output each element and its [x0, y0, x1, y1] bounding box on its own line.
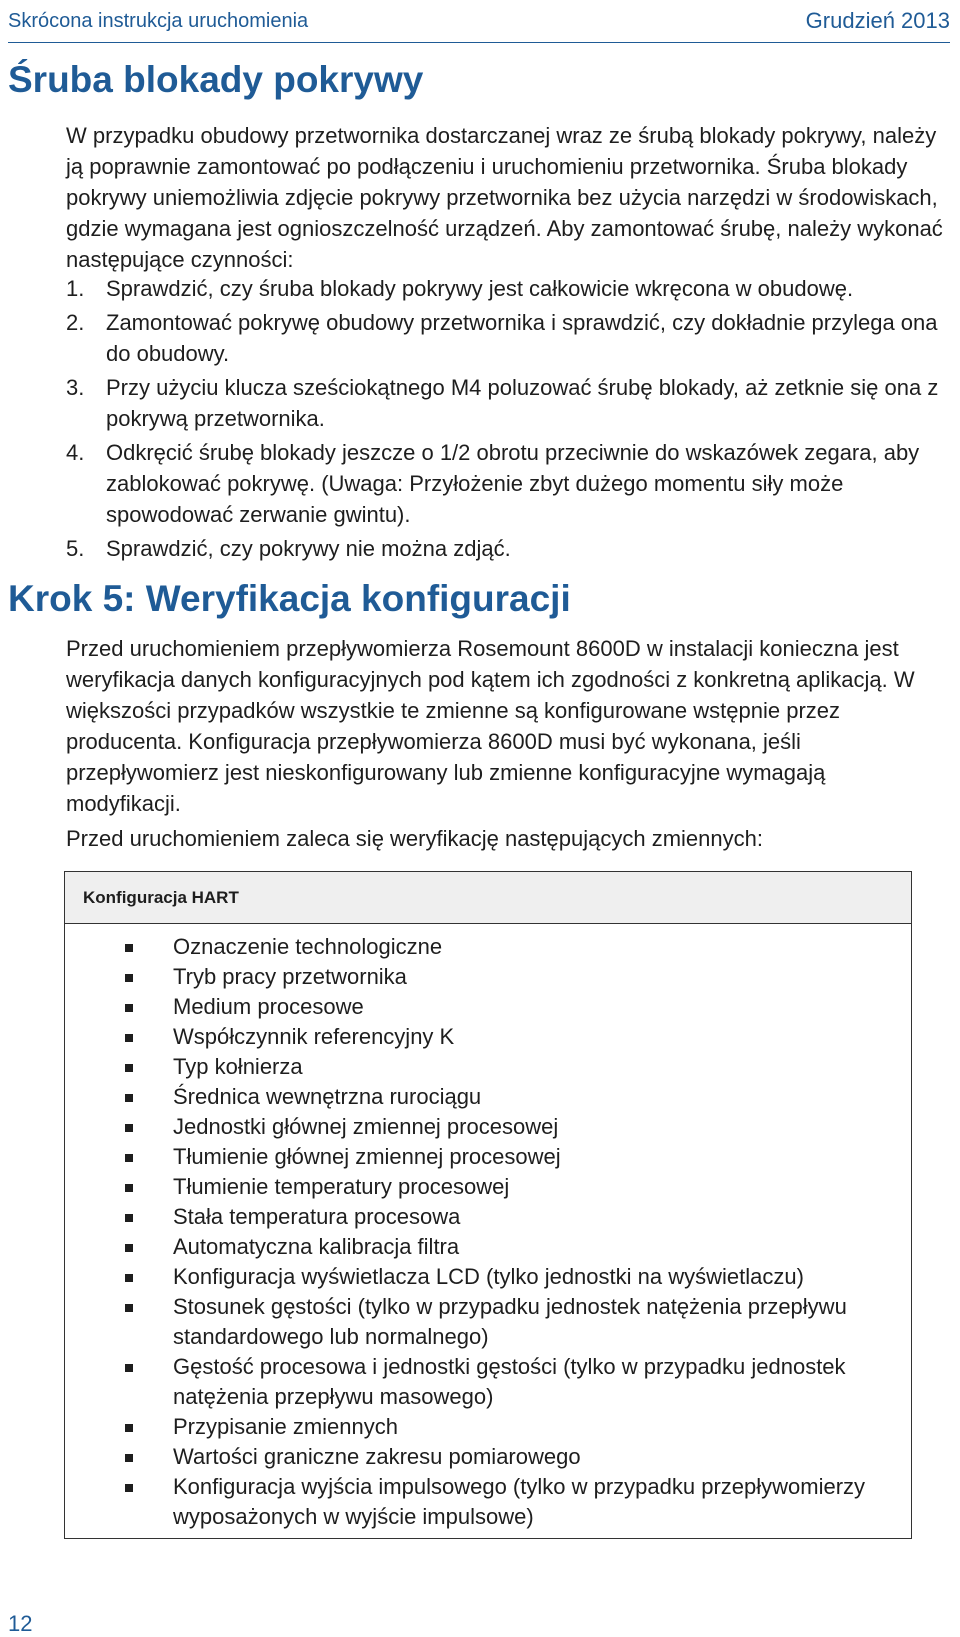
square-bullet-icon: [125, 1004, 133, 1012]
hart-variable-item: [125, 1142, 895, 1172]
square-bullet-icon: [125, 1424, 133, 1432]
step-item: [66, 437, 956, 530]
step-item: [66, 533, 956, 564]
hart-variable-item: [125, 1112, 895, 1142]
hart-variable-text: Automatyczna kalibracja filtra: [173, 1234, 460, 1259]
hart-variable-text: Tłumienie temperatury procesowej: [173, 1174, 510, 1199]
step-number: 1.: [66, 276, 85, 301]
hart-variable-item: [125, 1262, 895, 1292]
hart-variable-item: [125, 992, 895, 1022]
header-document-title: Skrócona instrukcja uruchomienia: [8, 10, 309, 32]
hart-variable-item: [125, 962, 895, 992]
hart-variable-item: [125, 932, 895, 962]
square-bullet-icon: [125, 1034, 133, 1042]
square-bullet-icon: [125, 1274, 133, 1282]
cover-lock-intro-paragraph: W przypadku obudowy przetwornika dostarczanej wraz ze śrubą blokady pokrywy, należy ją poprawnie zamontować po podłączeniu i uruchomieniu przetwornika. Śruba blokady pokrywy uniemożliwia zdjęcie pokrywy przetwornika bez użycia narzędzi w środowiskach, gdzie wymagana jest ognioszczelność urządzeń. Aby zamontować śrubę, należy wykonać następujące czynności:: [66, 123, 943, 272]
square-bullet-icon: [125, 1214, 133, 1222]
hart-variable-item: [125, 1172, 895, 1202]
step-item: [66, 307, 956, 369]
square-bullet-icon: [125, 1064, 133, 1072]
step-number: 5.: [66, 536, 85, 561]
hart-variable-text: Stała temperatura procesowa: [173, 1204, 461, 1229]
step-text: Sprawdzić, czy pokrywy nie można zdjąć.: [106, 536, 511, 561]
square-bullet-icon: [125, 944, 133, 952]
hart-variable-item: [125, 1472, 895, 1532]
square-bullet-icon: [125, 1454, 133, 1462]
square-bullet-icon: [125, 1154, 133, 1162]
hart-variable-text: Współczynnik referencyjny K: [173, 1024, 455, 1049]
hart-variable-item: [125, 1442, 895, 1472]
step-number: 4.: [66, 440, 85, 465]
step-text: Odkręcić śrubę blokady jeszcze o 1/2 obrotu przeciwnie do wskazówek zegara, aby zablokować pokrywę. (Uwaga: Przyłożenie zbyt dużego momentu siły może spowodować zerwanie gwintu).: [106, 440, 920, 527]
square-bullet-icon: [125, 1184, 133, 1192]
hart-variable-text: Oznaczenie technologiczne: [173, 934, 443, 959]
step-text: Sprawdzić, czy śruba blokady pokrywy jest całkowicie wkręcona w obudowę.: [106, 276, 854, 301]
verify-variables-intro: Przed uruchomieniem zaleca się weryfikację następujących zmiennych:: [66, 826, 763, 851]
page-number: 12: [8, 1611, 33, 1636]
square-bullet-icon: [125, 1244, 133, 1252]
step-item: [66, 372, 956, 434]
hart-variable-text: Gęstość procesowa i jednostki gęstości (tylko w przypadku jednostek natężenia przepływu masowego): [173, 1354, 846, 1409]
step-number: 3.: [66, 375, 85, 400]
step-item: [66, 273, 956, 304]
hart-variable-item: [125, 1082, 895, 1112]
hart-variable-text: Konfiguracja wyświetlacza LCD (tylko jednostki na wyświetlaczu): [173, 1264, 804, 1289]
hart-variable-item: [125, 1052, 895, 1082]
hart-variable-text: Stosunek gęstości (tylko w przypadku jednostek natężenia przepływu standardowego lub normalnego): [173, 1294, 847, 1349]
hart-variable-text: Typ kołnierza: [173, 1054, 303, 1079]
hart-variable-item: [125, 1232, 895, 1262]
hart-variable-text: Jednostki głównej zmiennej procesowej: [173, 1114, 559, 1139]
section-title-verify-configuration: Krok 5: Weryfikacja konfiguracji: [8, 578, 571, 619]
square-bullet-icon: [125, 974, 133, 982]
header-date: Grudzień 2013: [805, 8, 950, 33]
hart-variable-text: Medium procesowe: [173, 994, 364, 1019]
verify-configuration-paragraph: Przed uruchomieniem przepływomierza Rosemount 8600D w instalacji konieczna jest weryfikacja danych konfiguracyjnych pod kątem ich zgodności z konkretną aplikacją. W większości przypadków wszystkie te zmienne są konfigurowane wstępnie przez producenta. Konfiguracja przepływomierza 8600D musi być wykonana, jeśli przepływomierz jest nieskonfigurowany lub zmienne konfiguracyjne wymagają modyfikacji.: [66, 636, 915, 816]
hart-table-header: Konfiguracja HART: [65, 872, 911, 924]
hart-variable-text: Przypisanie zmiennych: [173, 1414, 398, 1439]
hart-variable-text: Tłumienie głównej zmiennej procesowej: [173, 1144, 561, 1169]
running-header: [8, 6, 950, 43]
square-bullet-icon: [125, 1364, 133, 1372]
hart-configuration-table: [64, 871, 912, 1539]
section-title-cover-lock-screw: Śruba blokady pokrywy: [8, 59, 424, 100]
hart-variable-text: Średnica wewnętrzna rurociągu: [173, 1084, 482, 1109]
hart-variable-text: Tryb pracy przetwornika: [173, 964, 407, 989]
step-text: Przy użyciu klucza sześciokątnego M4 poluzować śrubę blokady, aż zetknie się ona z pokrywą przetwornika.: [106, 375, 939, 431]
hart-variable-item: [125, 1292, 895, 1352]
square-bullet-icon: [125, 1304, 133, 1312]
step-number: 2.: [66, 310, 85, 335]
cover-lock-steps-list: [66, 273, 956, 567]
hart-variable-item: [125, 1022, 895, 1052]
square-bullet-icon: [125, 1124, 133, 1132]
hart-variable-item: [125, 1352, 895, 1412]
step-text: Zamontować pokrywę obudowy przetwornika i sprawdzić, czy dokładnie przylega ona do obudowy.: [106, 310, 938, 366]
square-bullet-icon: [125, 1484, 133, 1492]
square-bullet-icon: [125, 1094, 133, 1102]
hart-variable-item: [125, 1412, 895, 1442]
hart-variable-item: [125, 1202, 895, 1232]
hart-variable-text: Konfiguracja wyjścia impulsowego (tylko w przypadku przepływomierzy wyposażonych w wyjście impulsowe): [173, 1474, 866, 1529]
hart-variables-list: [125, 932, 895, 1532]
hart-variable-text: Wartości graniczne zakresu pomiarowego: [173, 1444, 581, 1469]
